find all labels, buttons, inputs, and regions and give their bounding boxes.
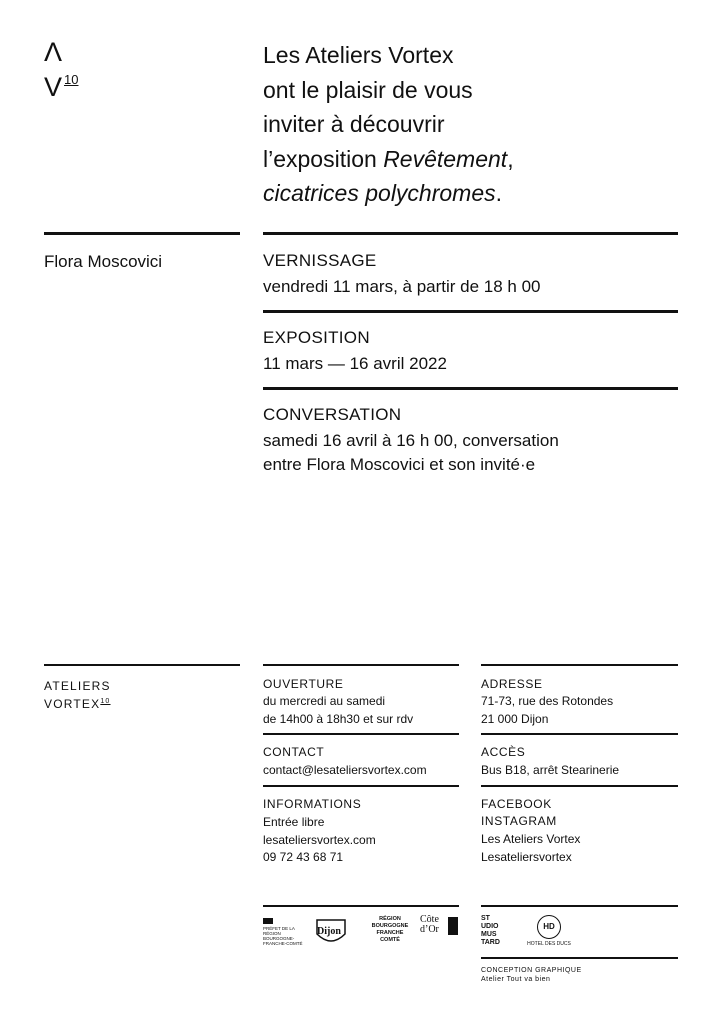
ateliers-vortex-word: VORTEX xyxy=(44,697,101,711)
contact-email[interactable]: contact@lesateliersvortex.com xyxy=(263,763,427,777)
conversation-line-1: samedi 16 avril à 16 h 00, conversation xyxy=(263,431,559,450)
ateliers-sup: 10 xyxy=(100,698,111,705)
informations-title: INFORMATIONS xyxy=(263,797,362,811)
informations-body xyxy=(263,814,376,867)
credit-title: CONCEPTION GRAPHIQUE xyxy=(481,967,582,974)
footer-rule-col3-1 xyxy=(481,664,678,666)
region-line-4: COMTÉ xyxy=(380,937,400,943)
intro-text xyxy=(263,38,703,211)
acces-body: Bus B18, arrêt Stearinerie xyxy=(481,763,620,777)
cote-line-2: d’Or xyxy=(420,924,439,935)
cote-line-1: Côte xyxy=(420,914,439,925)
exposition-title: EXPOSITION xyxy=(263,328,370,347)
footer-rule-col2-1 xyxy=(263,664,459,666)
intro-line-3: inviter à découvrir xyxy=(263,111,445,137)
studio-line-4: TARD xyxy=(481,939,500,946)
rule-left xyxy=(44,232,240,235)
instagram-handle[interactable]: Lesateliersvortex xyxy=(481,849,572,864)
region-logo xyxy=(366,916,414,944)
ateliers-vortex-logo xyxy=(44,678,111,712)
exposition-body: 11 mars — 16 avril 2022 xyxy=(263,354,447,373)
intro-line-2: ont le plaisir de vous xyxy=(263,76,473,103)
cote-dor-logo xyxy=(420,915,460,935)
rule-exposition xyxy=(263,310,678,313)
adresse-title: ADRESSE xyxy=(481,677,543,691)
intro-line-4 xyxy=(263,142,703,177)
intro-line-4-prefix: l’exposition xyxy=(263,145,384,172)
footer-rule-col2-3 xyxy=(263,785,459,787)
marianne-icon xyxy=(263,918,273,924)
studio-line-2: UDIO xyxy=(481,923,499,930)
ouverture-line-1: du mercredi au samedi xyxy=(263,694,386,708)
studio-mustard-logo xyxy=(481,915,521,947)
facebook-handle[interactable]: Les Ateliers Vortex xyxy=(481,832,581,846)
logo-lambda: Λ xyxy=(44,37,63,67)
social-body xyxy=(481,831,580,866)
footer-rule-left xyxy=(44,664,240,666)
ouverture-title: OUVERTURE xyxy=(263,677,344,691)
hotel-des-ducs-logo xyxy=(526,915,572,948)
studio-line-1: ST xyxy=(481,915,490,922)
exhibition-title-part2: cicatrices polychromes xyxy=(263,180,496,206)
website-link[interactable]: lesateliersvortex.com xyxy=(263,832,376,847)
adresse-body xyxy=(481,693,613,728)
region-line-2: BOURGOGNE xyxy=(371,923,409,929)
footer-rule-col3-3 xyxy=(481,785,678,787)
vernissage-title: VERNISSAGE xyxy=(263,251,377,270)
prefet-logo xyxy=(263,918,303,946)
dijon-text: Dijon xyxy=(317,926,341,937)
prefet-text: PRÉFET DE LA RÉGION BOURGOGNE-FRANCHE-COMTÉ xyxy=(263,926,303,946)
studio-line-3: MUS xyxy=(481,931,497,938)
region-line-3: FRANCHE xyxy=(376,930,404,936)
ouverture-body xyxy=(263,693,413,728)
facebook-title: FACEBOOK xyxy=(481,797,552,811)
footer-rule-col3-2 xyxy=(481,733,678,735)
footer-rule-credit xyxy=(481,957,678,959)
footer-rule-col2-2 xyxy=(263,733,459,735)
logo-v-letter: V xyxy=(44,72,63,102)
footer-rule-col3-4 xyxy=(481,905,678,907)
hd-circle-icon xyxy=(537,915,561,939)
instagram-title: INSTAGRAM xyxy=(481,814,557,828)
conversation-title: CONVERSATION xyxy=(263,405,402,424)
exhibition-title-part1: Revêtement xyxy=(383,145,508,172)
ouverture-line-2: de 14h00 à 18h30 et sur rdv xyxy=(263,711,414,726)
acces-title: ACCÈS xyxy=(481,745,526,759)
region-line-1: RÉGION xyxy=(379,916,401,922)
logo-v xyxy=(44,73,78,101)
contact-title: CONTACT xyxy=(263,745,325,759)
ateliers-line-2 xyxy=(44,694,111,712)
informations-entry: Entrée libre xyxy=(263,815,325,829)
conversation-body xyxy=(263,429,559,477)
intro-line-5-suffix: . xyxy=(495,180,503,206)
artist-name: Flora Moscovici xyxy=(44,252,163,271)
conversation-line-2: entre Flora Moscovici et son invité·e xyxy=(263,455,536,474)
footer-rule-col2-4 xyxy=(263,905,459,907)
ateliers-line-1: ATELIERS xyxy=(44,679,111,693)
intro-line-1: Les Ateliers Vortex xyxy=(263,42,454,68)
cote-dor-flag-icon xyxy=(448,917,458,935)
adresse-line-1: 71-73, rue des Rotondes xyxy=(481,694,614,708)
dijon-logo xyxy=(315,918,347,948)
hotel-text: HOTEL DES DUCS xyxy=(527,941,571,947)
intro-line-4-suffix: , xyxy=(507,145,514,172)
hd-text: HD xyxy=(543,922,555,931)
vernissage-body: vendredi 11 mars, à partir de 18 h 00 xyxy=(263,277,541,296)
rule-conversation xyxy=(263,387,678,390)
intro-line-5 xyxy=(263,176,703,211)
logo-v-sup: 10 xyxy=(64,72,79,87)
phone-number[interactable]: 09 72 43 68 71 xyxy=(263,850,344,864)
rule-vernissage xyxy=(263,232,678,235)
credit-name: Atelier Tout va bien xyxy=(481,976,551,983)
adresse-line-2: 21 000 Dijon xyxy=(481,711,549,726)
